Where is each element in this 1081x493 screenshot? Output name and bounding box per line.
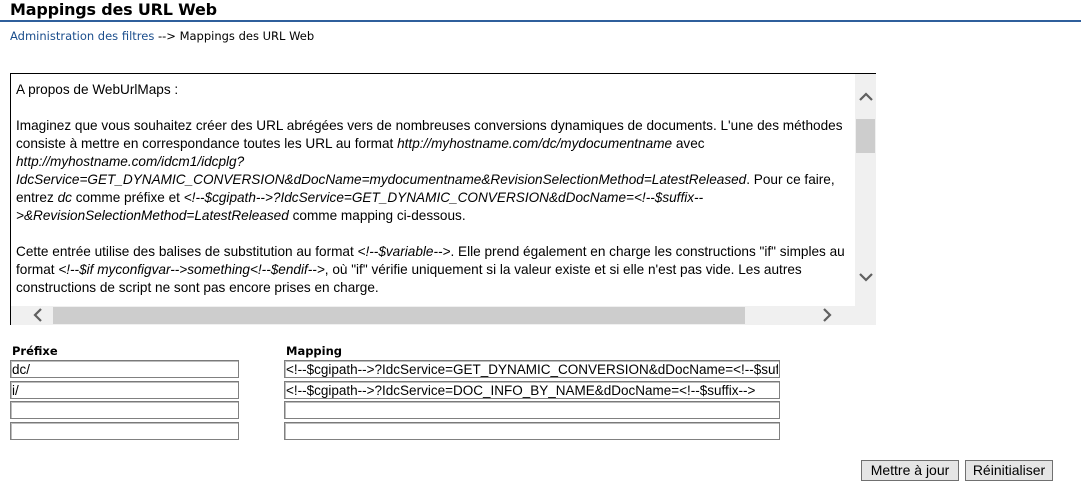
help-text: . Elle prend également en charge les constructions "if" simples au format: [16, 244, 845, 277]
mapping-input-1[interactable]: [284, 360, 780, 378]
help-code-fragment: http://myhostname.com/dc/mydocumentname: [397, 136, 673, 151]
breadcrumb: [10, 29, 314, 43]
help-text: Cette entrée utilise des balises de substitution au format: [16, 244, 358, 259]
vertical-scrollbar[interactable]: [855, 74, 876, 306]
vertical-scroll-thumb[interactable]: [856, 119, 875, 153]
breadcrumb-separator: -->: [157, 29, 176, 43]
mapping-input-3[interactable]: [284, 401, 780, 419]
update-button[interactable]: Mettre à jour: [861, 460, 959, 481]
help-text: avec: [672, 136, 705, 151]
help-text: Imaginez que vous souhaitez créer des URL abrégées vers de nombreuses conversions dynamiques de documents. L'une des méthodes consiste à mettre en correspondance toutes les URL au format: [16, 118, 843, 151]
help-code-fragment: http://myhostname.com/idcm1/idcplg?IdcService=GET_DYNAMIC_CONVERSION&dDocName=mydocumentname&RevisionSelectionMethod=LatestReleased: [16, 154, 747, 187]
help-paragraph-2: [16, 243, 856, 297]
chevron-left-icon[interactable]: [28, 306, 48, 325]
horizontal-scroll-thumb[interactable]: [53, 307, 745, 324]
breadcrumb-link-filter-admin[interactable]: Administration des filtres: [10, 29, 155, 43]
page-title: Mappings des URL Web: [10, 0, 217, 19]
help-code-fragment: <!--$if myconfigvar-->something<!--$endif-->: [58, 262, 325, 277]
mapping-input-4[interactable]: [284, 422, 780, 440]
title-divider: [0, 20, 1081, 22]
chevron-right-icon[interactable]: [817, 306, 837, 325]
mapping-input-2[interactable]: [284, 381, 780, 399]
help-content: [16, 81, 856, 315]
help-text: . Pour ce faire, entrez: [16, 172, 835, 205]
help-frame: [10, 73, 876, 325]
help-text: , où "if" vérifie uniquement si la valeur existe et si elle n'est pas vide. Les autres constructions de script ne sont pas encore prises en charge.: [16, 262, 802, 295]
prefix-input-1[interactable]: [10, 360, 239, 378]
prefix-input-2[interactable]: [10, 381, 239, 399]
prefix-column-label: Préfixe: [12, 344, 58, 358]
reset-button[interactable]: Réinitialiser: [965, 460, 1053, 481]
chevron-up-icon[interactable]: [855, 90, 876, 106]
help-text: comme mapping ci-dessous.: [288, 208, 466, 223]
chevron-down-icon[interactable]: [855, 270, 876, 286]
prefix-input-4[interactable]: [10, 422, 239, 440]
horizontal-scrollbar[interactable]: [11, 306, 876, 325]
help-paragraph-1: [16, 117, 856, 225]
help-heading: A propos de WebUrlMaps :: [16, 82, 179, 97]
help-code-fragment: <!--$cgipath-->?IdcService=GET_DYNAMIC_CONVERSION&dDocName=<!--$suffix-->&RevisionSelectionMethod=LatestReleased: [16, 190, 704, 223]
help-code-fragment: <!--$variable-->: [357, 244, 451, 259]
help-code-fragment: dc: [57, 190, 72, 205]
mapping-column-label: Mapping: [286, 344, 343, 358]
breadcrumb-current: Mappings des URL Web: [179, 29, 315, 43]
prefix-input-3[interactable]: [10, 401, 239, 419]
help-text: comme préfixe et: [71, 190, 184, 205]
